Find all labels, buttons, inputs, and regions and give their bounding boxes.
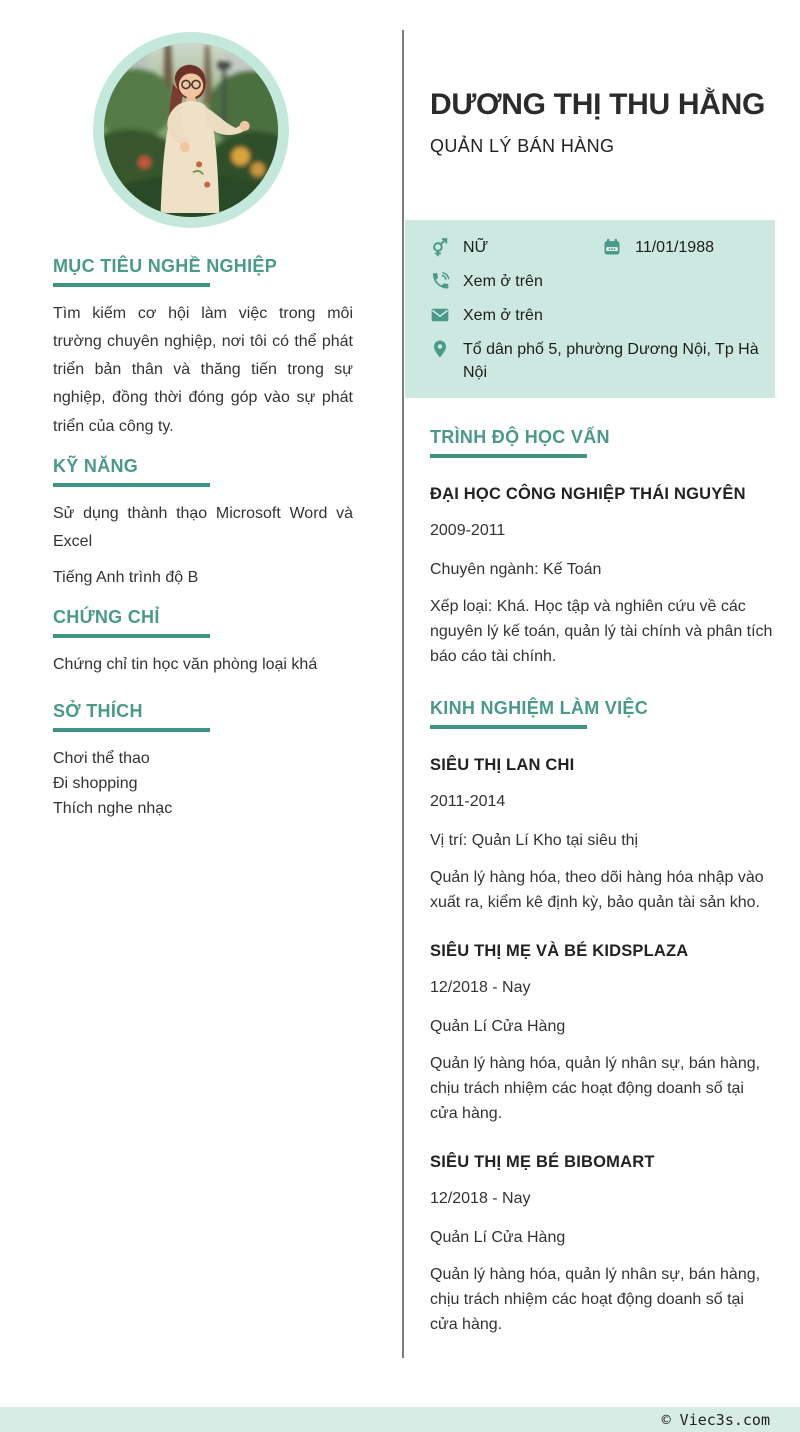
job-company: SIÊU THỊ LAN CHI — [430, 756, 575, 774]
contact-info-box — [405, 220, 775, 398]
heading-underline — [53, 728, 210, 732]
section-objective — [53, 256, 353, 441]
section-skills — [53, 456, 353, 592]
objective-heading: MỤC TIÊU NGHỀ NGHIỆP — [53, 256, 278, 276]
profile-photo — [93, 32, 289, 228]
hobby-item: Thích nghe nhạc — [53, 800, 173, 818]
education-heading: TRÌNH ĐỘ HỌC VẤN — [430, 427, 610, 447]
location-icon — [430, 339, 452, 361]
left-column — [53, 256, 353, 821]
right-column — [405, 0, 775, 1337]
heading-underline — [430, 454, 587, 458]
contact-address — [430, 338, 761, 384]
skills-heading: KỸ NĂNG — [53, 455, 139, 476]
calendar-icon — [602, 237, 624, 259]
skill-item: Sử dụng thành thạo Microsoft Word và Excel — [53, 504, 353, 550]
heading-underline — [53, 483, 210, 487]
job-company: SIÊU THỊ MẸ BÉ BIBOMART — [430, 1153, 655, 1171]
job-position: Quản Lí Cửa Hàng — [430, 1229, 566, 1246]
certificate-item: Chứng chỉ tin học văn phòng loại khá — [53, 656, 318, 674]
heading-underline — [53, 283, 210, 287]
hobby-item: Đi shopping — [53, 775, 138, 793]
phone-icon — [430, 271, 452, 293]
experience-heading: KINH NGHIỆM LÀM VIỆC — [430, 698, 649, 718]
job-entry — [430, 1153, 775, 1337]
job-entry — [430, 942, 775, 1126]
dob-value: 11/01/1988 — [635, 239, 714, 256]
job-years: 12/2018 - Nay — [430, 979, 531, 996]
candidate-name: DƯƠNG THỊ THU HẰNG — [430, 88, 766, 121]
contact-phone — [430, 270, 761, 293]
education-years: 2009-2011 — [430, 522, 506, 539]
job-description: Quản lý hàng hóa, theo dõi hàng hóa nhập vào xuất ra, kiểm kê định kỳ, bảo quản tài sản kho. — [430, 869, 764, 911]
section-hobbies — [53, 701, 353, 821]
heading-underline — [53, 634, 210, 638]
footer-credit-bar — [0, 1407, 800, 1432]
section-education — [405, 427, 775, 669]
mail-icon — [430, 305, 452, 327]
certificates-heading: CHỨNG CHỈ — [53, 607, 160, 628]
email-value: Xem ở trên — [463, 307, 543, 324]
education-detail: Xếp loại: Khá. Học tập và nghiên cứu về các nguyên lý kế toán, quản lý tài chính và phân tích báo cáo tài chính. — [430, 598, 773, 665]
contact-dob — [602, 236, 761, 259]
job-description: Quản lý hàng hóa, quản lý nhân sự, bán hàng, chịu trách nhiệm các hoạt động doanh số tại cửa hàng. — [430, 1055, 761, 1122]
section-experience — [405, 698, 775, 1337]
job-years: 12/2018 - Nay — [430, 1190, 531, 1207]
job-years: 2011-2014 — [430, 793, 506, 810]
section-certificates — [53, 607, 353, 679]
address-value: Tổ dân phố 5, phường Dương Nội, Tp Hà Nội — [463, 341, 759, 381]
job-position: Quản Lí Cửa Hàng — [430, 1018, 566, 1035]
objective-text: Tìm kiếm cơ hội làm việc trong môi trường chuyên nghiệp, nơi tôi có thể phát triển bản thân và thăng tiến trong sự nghiệp, đồng thời đóng góp vào sự phát triển của công ty. — [53, 305, 353, 435]
phone-value: Xem ở trên — [463, 273, 543, 290]
column-divider — [402, 30, 404, 1358]
skill-item: Tiếng Anh trình độ B — [53, 569, 199, 587]
footer-credit: © Viec3s.com — [661, 1410, 770, 1429]
job-company: SIÊU THỊ MẸ VÀ BÉ KIDSPLAZA — [430, 942, 689, 960]
hobby-item: Chơi thể thao — [53, 750, 150, 768]
contact-gender — [430, 236, 602, 259]
job-description: Quản lý hàng hóa, quản lý nhân sự, bán hàng, chịu trách nhiệm các hoạt động doanh số tại cửa hàng. — [430, 1266, 761, 1333]
gender-icon — [430, 237, 452, 259]
contact-email — [430, 304, 761, 327]
education-school: ĐẠI HỌC CÔNG NGHIỆP THÁI NGUYÊN — [430, 485, 746, 503]
hobbies-heading: SỞ THÍCH — [53, 701, 143, 722]
education-major: Chuyên ngành: Kế Toán — [430, 561, 602, 578]
gender-value: NỮ — [463, 239, 489, 256]
job-position: Vị trí: Quản Lí Kho tại siêu thị — [430, 832, 639, 849]
job-entry — [430, 756, 775, 915]
heading-underline — [430, 725, 587, 729]
candidate-job-title: QUẢN LÝ BÁN HÀNG — [430, 136, 615, 156]
